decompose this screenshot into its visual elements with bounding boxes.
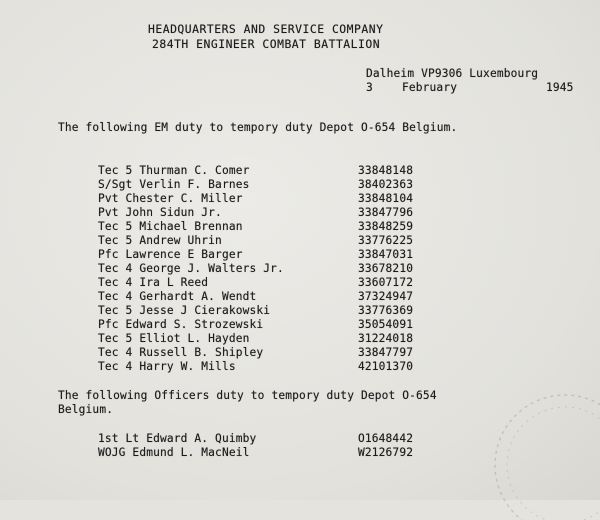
roster-name: Tec 5 Andrew Uhrin xyxy=(98,234,222,247)
date-day: 3 xyxy=(366,81,373,94)
roster-serial: 33678210 xyxy=(358,262,414,275)
roster-serial: 33847797 xyxy=(358,346,414,359)
em-intro-paragraph: The following EM duty to tempory duty Depot O-654 Belgium. xyxy=(58,121,458,134)
roster-serial: 33776225 xyxy=(358,234,414,247)
roster-serial: 35054091 xyxy=(358,318,414,331)
roster-serial: 33776369 xyxy=(358,304,414,317)
roster-name: Tec 4 Russell B. Shipley xyxy=(98,346,264,359)
roster-serial: 33848148 xyxy=(358,164,414,177)
roster-name: Pfc Edward S. Strozewski xyxy=(98,318,264,331)
place-line: Dalheim VP9306 Luxembourg xyxy=(366,67,539,80)
roster-name: Pvt John Sidun Jr. xyxy=(98,206,222,219)
roster-name: Tec 5 Thurman C. Comer xyxy=(98,164,250,177)
roster-serial: 33607172 xyxy=(358,276,414,289)
officers-intro-line1: The following Officers duty to tempory duty Depot O-654 xyxy=(58,389,437,402)
roster-name: Tec 4 Gerhardt A. Wendt xyxy=(98,290,257,303)
roster-name: Tec 5 Michael Brennan xyxy=(98,220,243,233)
roster-name: WOJG Edmund L. MacNeil xyxy=(98,446,250,459)
roster-name: Tec 5 Elliot L. Hayden xyxy=(98,332,250,345)
roster-serial: 33847031 xyxy=(358,248,414,261)
roster-name: Pvt Chester C. Miller xyxy=(98,192,243,205)
roster-serial: 33848259 xyxy=(358,220,414,233)
date-year: 1945 xyxy=(546,81,574,94)
roster-name: Tec 4 George J. Walters Jr. xyxy=(98,262,284,275)
officers-intro-line2: Belgium. xyxy=(58,403,114,416)
roster-name: Pfc Lawrence E Barger xyxy=(98,248,243,261)
roster-serial: 38402363 xyxy=(358,178,414,191)
roster-name: 1st Lt Edward A. Quimby xyxy=(98,432,257,445)
roster-serial: 33848104 xyxy=(358,192,414,205)
unit-heading-line2: 284TH ENGINEER COMBAT BATTALION xyxy=(152,37,381,51)
roster-serial: W2126792 xyxy=(358,446,414,459)
faded-stamp-mark xyxy=(470,380,600,520)
roster-name: S/Sgt Verlin F. Barnes xyxy=(98,178,250,191)
roster-serial: 31224018 xyxy=(358,332,414,345)
roster-serial: 42101370 xyxy=(358,360,414,373)
roster-name: Tec 4 Harry W. Mills xyxy=(98,360,236,373)
date-month: February xyxy=(402,81,458,94)
roster-serial: O1648442 xyxy=(358,432,414,445)
roster-serial: 37324947 xyxy=(358,290,414,303)
unit-heading-line1: HEADQUARTERS AND SERVICE COMPANY xyxy=(148,22,384,36)
roster-name: Tec 5 Jesse J Cierakowski xyxy=(98,304,271,317)
roster-serial: 33847796 xyxy=(358,206,414,219)
roster-name: Tec 4 Ira L Reed xyxy=(98,276,209,289)
